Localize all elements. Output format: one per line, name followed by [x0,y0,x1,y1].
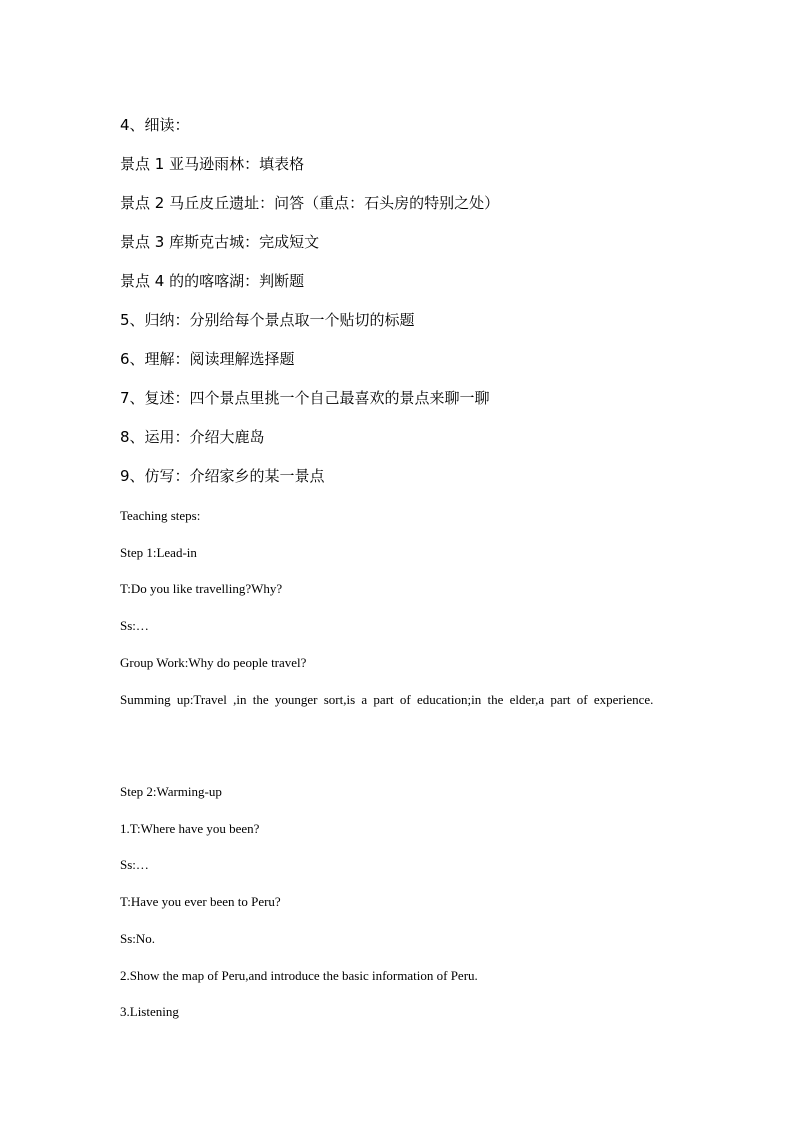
step-retell: 7、复述：四个景点里挑一个自己最喜欢的景点来聊一聊 [120,389,490,407]
spot-3-cusco: 景点 3 库斯克古城：完成短文 [120,233,320,251]
teacher-question-peru: T:Have you ever been to Peru? [120,894,281,909]
step-detail-reading: 4、细读： [120,116,190,134]
step-imitate-writing: 9、仿写：介绍家乡的某一景点 [120,467,325,485]
teacher-question-where: 1.T:Where have you been? [120,821,260,836]
show-map-instruction: 2.Show the map of Peru,and introduce the basic information of Peru. [120,968,478,983]
students-response-no: Ss:No. [120,931,156,946]
summing-up-paragraph: Summing up:Travel ,in the younger sort,is a part of education;in the elder,a part of experience. [120,692,654,707]
listening-item: 3.Listening [120,1004,179,1019]
group-work-question: Group Work:Why do people travel? [120,655,307,670]
step-apply: 8、运用：介绍大鹿岛 [120,428,265,446]
spot-2-machu-picchu: 景点 2 马丘皮丘遗址：问答（重点：石头房的特别之处） [120,194,500,212]
spot-4-titicaca: 景点 4 的的喀喀湖：判断题 [120,272,305,290]
step-2-heading: Step 2:Warming-up [120,784,222,799]
teaching-steps-heading: Teaching steps: [120,508,201,523]
spot-1-amazon: 景点 1 亚马逊雨林：填表格 [120,155,305,173]
step-summarize: 5、归纳：分别给每个景点取一个贴切的标题 [120,311,415,329]
step-1-heading: Step 1:Lead-in [120,545,197,560]
teacher-question-travel: T:Do you like travelling?Why? [120,581,283,596]
step-comprehension: 6、理解：阅读理解选择题 [120,350,295,368]
students-response-1: Ss:… [120,618,149,633]
students-response-2: Ss:… [120,857,149,872]
